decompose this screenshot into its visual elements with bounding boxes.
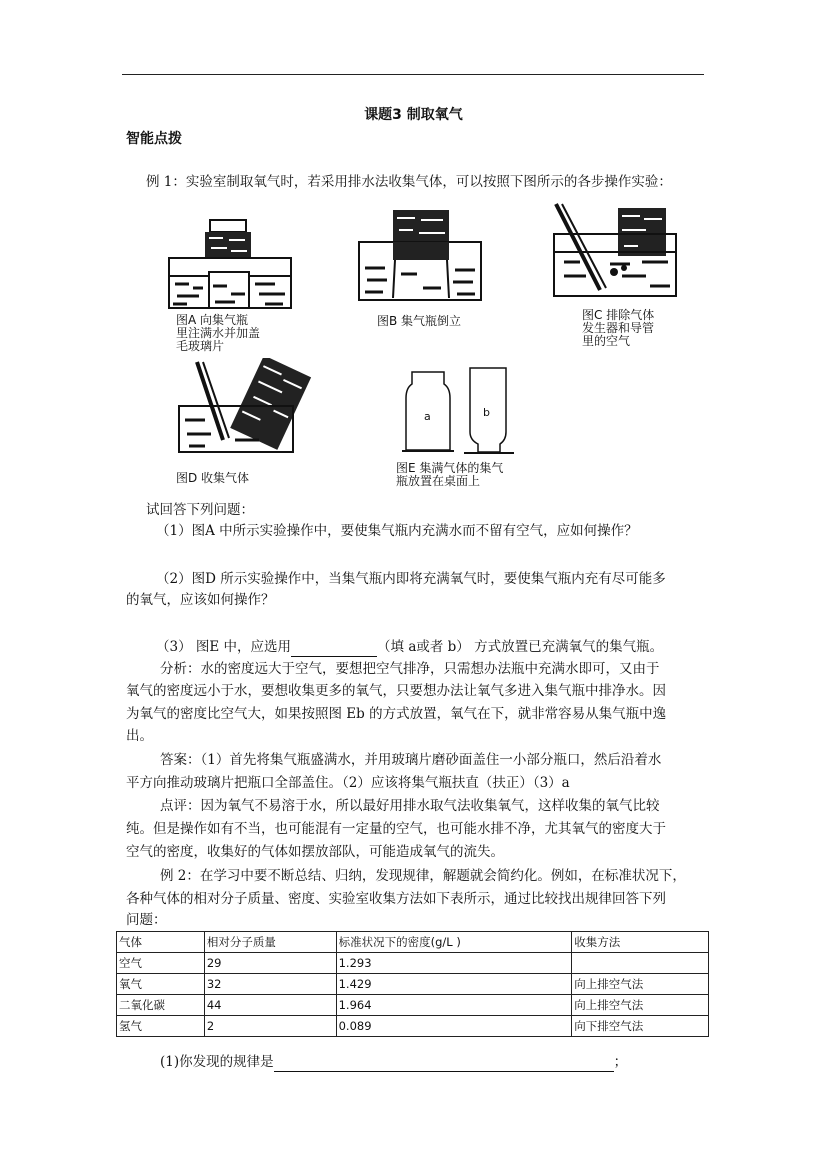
table-header-row (117, 932, 709, 953)
comment-line-1: 点评：因为氧气不易溶于水，所以最好用排水取气法收集氧气，这样收集的氧气比较 (160, 798, 660, 814)
table-cell: 29 (204, 953, 336, 974)
figure-a-diagram (165, 218, 295, 310)
example2-question-1-prefix: (1)你发现的规律是 (160, 1054, 274, 1070)
section-heading: 智能点拨 (126, 131, 182, 147)
figure-a-caption: 图A 向集气瓶 里注满水并加盖 毛玻璃片 (176, 313, 261, 353)
question-2-line2: 的氧气，应该如何操作？ (126, 592, 275, 608)
header-rule (122, 74, 704, 75)
figure-e-label-b: b (483, 406, 490, 419)
question-3-suffix: （填 a或者 b） 方式放置已充满氧气的集气瓶。 (377, 639, 664, 655)
table-cell: 1.429 (336, 974, 572, 995)
figure-e-diagram (398, 364, 520, 456)
table-cell: 1.964 (336, 995, 572, 1016)
table-cell: 向上排空气法 (572, 974, 709, 995)
analysis-line-1: 分析：水的密度远大于空气，要想把空气排净，只需想办法瓶中充满水即可，又由于 (160, 661, 660, 677)
table-cell: 二氧化碳 (117, 995, 205, 1016)
example2-line-3: 问题： (126, 912, 167, 928)
analysis-line-4: 出。 (126, 728, 153, 744)
figure-c-diagram (550, 202, 680, 300)
table-cell: 1.293 (336, 953, 572, 974)
figure-d-caption: 图D 收集气体 (176, 471, 250, 485)
table-header-cell: 标准状况下的密度(g/L ) (336, 932, 572, 953)
figure-c-caption: 图C 排除气体 发生器和导管 里的空气 (582, 308, 655, 348)
table-cell: 氧气 (117, 974, 205, 995)
example1-intro: 例 1：实验室制取氧气时，若采用排水法收集气体，可以按照下图所示的各步操作实验： (146, 174, 672, 190)
question-3 (156, 637, 663, 657)
example2-line-2: 各种气体的相对分子质量、密度、实验室收集方法如下表所示，通过比较找出规律回答下列 (126, 891, 666, 907)
page-title: 课题3 制取氧气 (364, 107, 463, 123)
table-cell: 氢气 (117, 1016, 205, 1037)
table-cell: 2 (204, 1016, 336, 1037)
comment-line-3: 空气的密度，收集好的气体如摆放部队，可能造成氧气的流失。 (126, 844, 504, 860)
question-2-line1: （2）图D 所示实验操作中，当集气瓶内即将充满氧气时，要使集气瓶内充有尽可能多 (156, 571, 666, 587)
figure-d-diagram (175, 358, 315, 458)
example2-question-1 (160, 1052, 627, 1072)
table-cell: 44 (204, 995, 336, 1016)
table-header-cell: 相对分子质量 (204, 932, 336, 953)
table-row (117, 953, 709, 974)
comment-line-2: 纯。但是操作如有不当，也可能混有一定量的空气，也可能水排不净，尤其氧气的密度大于 (126, 821, 666, 837)
table-cell: 向下排空气法 (572, 1016, 709, 1037)
example2-line-1: 例 2：在学习中要不断总结、归纳，发现规律，解题就会简约化。例如，在标准状况下， (160, 868, 686, 884)
figure-e-caption: 图E 集满气体的集气 瓶放置在桌面上 (396, 461, 504, 488)
gas-data-table (116, 931, 709, 1037)
question-1: （1）图A 中所示实验操作中，要使集气瓶内充满水而不留有空气，应如何操作？ (156, 523, 638, 539)
table-cell: 0.089 (336, 1016, 572, 1037)
answer-line-2: 平方向推动玻璃片把瓶口全部盖住。（2）应该将集气瓶扶直（扶正）（3）a (126, 775, 570, 791)
table-header-cell: 收集方法 (572, 932, 709, 953)
table-header-cell: 气体 (117, 932, 205, 953)
table-row (117, 995, 709, 1016)
analysis-line-3: 为氧气的密度比空气大，如果按照图 Eb 的方式放置，氧气在下，就非常容易从集气瓶中逸 (126, 706, 667, 722)
table-cell: 向上排空气法 (572, 995, 709, 1016)
table-row (117, 974, 709, 995)
table-row (117, 1016, 709, 1037)
answer-blank[interactable] (291, 642, 377, 657)
answer-line-1: 答案：（1）首先将集气瓶盛满水，并用玻璃片磨砂面盖住一小部分瓶口，然后沿着水 (160, 752, 662, 768)
figure-b-diagram (355, 208, 485, 303)
figure-e-label-a: a (424, 410, 431, 423)
rule-answer-blank[interactable] (274, 1057, 614, 1072)
figure-b-caption: 图B 集气瓶倒立 (377, 314, 462, 328)
table-cell (572, 953, 709, 974)
analysis-line-2: 氧气的密度远小于水，要想收集更多的氧气，只要想办法让氧气多进入集气瓶中排净水。因 (126, 683, 666, 699)
table-cell: 32 (204, 974, 336, 995)
example2-question-1-suffix: ； (613, 1054, 628, 1070)
question-3-prefix: （3） 图E 中，应选用 (156, 639, 292, 655)
question-prompt: 试回答下列问题： (146, 502, 254, 518)
table-cell: 空气 (117, 953, 205, 974)
